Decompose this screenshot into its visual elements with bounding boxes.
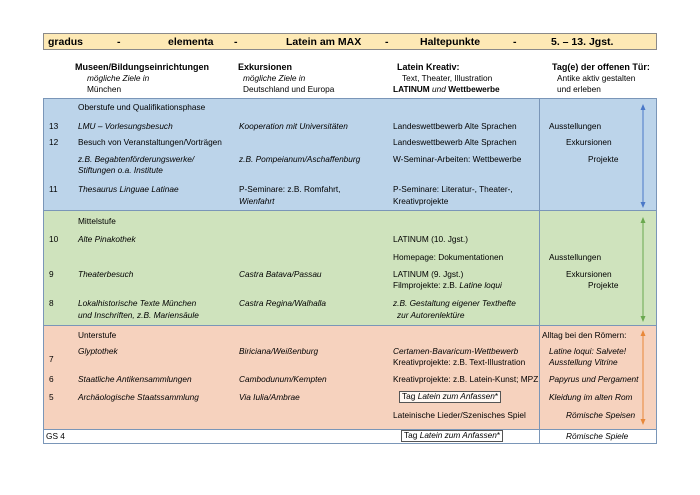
section-heading: Oberstufe und Qualifikationsphase xyxy=(78,102,206,112)
creative-entry: Kreativprojekte: z.B. Latein-Kunst; MPZ xyxy=(393,374,539,384)
museum-entry: LMU – Vorlesungsbesuch xyxy=(78,121,173,131)
open-door-entry: Kleidung im alten Rom xyxy=(549,392,633,402)
creative-entry: W-Seminar-Arbeiten: Wettbewerbe xyxy=(393,154,522,164)
museum-entry: Staatliche Antikensammlungen xyxy=(78,374,192,384)
open-door-entry: Römische Speisen xyxy=(566,410,636,420)
col-open-door-sub: Antike aktiv gestalten xyxy=(557,73,636,83)
double-arrow-icon xyxy=(641,217,646,322)
creative-entry: Kreativprojekte xyxy=(393,196,449,206)
creative-entry: Homepage: Dokumentationen xyxy=(393,252,504,262)
double-arrow-icon xyxy=(641,104,646,208)
creative-entry: Tag Latein zum Anfassen* xyxy=(399,391,501,403)
open-door-entry: Exkursionen xyxy=(566,269,612,279)
col-excursions-sub: mögliche Ziele in xyxy=(243,73,306,83)
title-dash: - xyxy=(385,36,389,48)
title-dash: - xyxy=(117,36,121,48)
museum-entry: Glyptothek xyxy=(78,346,118,356)
excursion-entry: P-Seminare: z.B. Romfahrt, xyxy=(239,184,341,194)
creative-entry: LATINUM (10. Jgst.) xyxy=(393,234,468,244)
museum-entry: Alte Pinakothek xyxy=(78,234,136,244)
col-open-door-title: Tag(e) der offenen Tür: xyxy=(552,62,650,72)
museum-entry: z.B. Begabtenförderungswerke/ xyxy=(78,154,195,164)
open-door-entry: Ausstellung Vitrine xyxy=(549,357,618,367)
creative-entry: Filmprojekte: z.B. Latine loqui xyxy=(393,280,502,290)
creative-entry: z.B. Gestaltung eigener Texthefte xyxy=(393,298,516,308)
grade-number: 6 xyxy=(49,374,54,384)
grade-number: GS 4 xyxy=(46,431,65,441)
excursion-entry: Cambodunum/Kempten xyxy=(239,374,327,384)
museum-entry: und Inschriften, z.B. Mariensäule xyxy=(78,310,199,320)
creative-entry: zur Autorenlektüre xyxy=(397,310,465,320)
col-museums-sub: München xyxy=(87,84,122,94)
col-museums-title: Museen/Bildungseinrichtungen xyxy=(75,62,210,72)
open-door-entry: Projekte xyxy=(588,280,619,290)
open-door-entry: Ausstellungen xyxy=(549,252,602,262)
col-excursions-title: Exkursionen xyxy=(238,62,293,72)
double-arrow-icon xyxy=(641,330,646,425)
creative-entry: Kreativprojekte: z.B. Text-Illustration xyxy=(393,357,526,367)
col-creative-title: Latein Kreativ: xyxy=(397,62,460,72)
creative-entry: Lateinische Lieder/Szenisches Spiel xyxy=(393,410,526,420)
open-door-entry: Römische Spiele xyxy=(566,431,629,441)
creative-entry: Landeswettbewerb Alte Sprachen xyxy=(393,137,517,147)
museum-entry: Besuch von Veranstaltungen/Vorträgen xyxy=(78,137,222,147)
excursion-entry: Wienfahrt xyxy=(239,196,275,206)
museum-entry: Theaterbesuch xyxy=(78,269,134,279)
museum-entry: Stiftungen o.a. Institute xyxy=(78,165,163,175)
section-heading: Unterstufe xyxy=(78,330,117,340)
grade-number: 9 xyxy=(49,269,54,279)
excursion-entry: Via Iulia/Ambrae xyxy=(239,392,300,402)
grade-number: 5 xyxy=(49,392,54,402)
grade-number: 7 xyxy=(49,354,54,364)
title-dash: - xyxy=(234,36,238,48)
creative-entry: Tag Latein zum Anfassen* xyxy=(401,430,503,442)
grade-number: 8 xyxy=(49,298,54,308)
excursion-entry: Castra Batava/Passau xyxy=(239,269,322,279)
col-museums-sub: mögliche Ziele in xyxy=(87,73,150,83)
grade-number: 12 xyxy=(49,137,59,147)
museum-entry: Thesaurus Linguae Latinae xyxy=(78,184,179,194)
grade-number: 11 xyxy=(49,184,58,194)
excursion-entry: Biriciana/Weißenburg xyxy=(239,346,319,356)
creative-entry: LATINUM (9. Jgst.) xyxy=(393,269,464,279)
museum-entry: Lokalhistorische Texte München xyxy=(78,298,197,308)
creative-entry: P-Seminare: Literatur-, Theater-, xyxy=(393,184,513,194)
title-dash: - xyxy=(513,36,517,48)
title-main: Latein am MAX xyxy=(286,36,362,48)
creative-entry: Certamen-Bavaricum-Wettbewerb xyxy=(393,346,519,356)
title-haltepunkte: Haltepunkte xyxy=(420,36,481,48)
open-door-entry: Projekte xyxy=(588,154,619,164)
grade-number: 10 xyxy=(49,234,59,244)
section-heading: Mittelstufe xyxy=(78,216,116,226)
open-door-heading: Alltag bei den Römern: xyxy=(542,330,627,340)
title-grades: 5. – 13. Jgst. xyxy=(551,36,614,48)
col-creative-sub: LATINUM und Wettbewerbe xyxy=(393,84,500,94)
excursion-entry: z.B. Pompeianum/Aschaffenburg xyxy=(239,154,361,164)
col-excursions-sub: Deutschland und Europa xyxy=(243,84,335,94)
grade-number: 13 xyxy=(49,121,59,131)
title-gradus: gradus xyxy=(48,36,84,48)
open-door-entry: Exkursionen xyxy=(566,137,612,147)
excursion-entry: Castra Regina/Walhalla xyxy=(239,298,327,308)
museum-entry: Archäologische Staatssammlung xyxy=(78,392,199,402)
excursion-entry: Kooperation mit Universitäten xyxy=(239,121,348,131)
open-door-entry: Papyrus und Pergament xyxy=(549,374,639,384)
col-creative-sub: Text, Theater, Illustration xyxy=(402,73,493,83)
col-open-door-sub: und erleben xyxy=(557,84,601,94)
open-door-entry: Ausstellungen xyxy=(549,121,602,131)
open-door-entry: Latine loqui: Salvete! xyxy=(549,346,627,356)
title-elementa: elementa xyxy=(168,36,214,48)
creative-entry: Landeswettbewerb Alte Sprachen xyxy=(393,121,517,131)
